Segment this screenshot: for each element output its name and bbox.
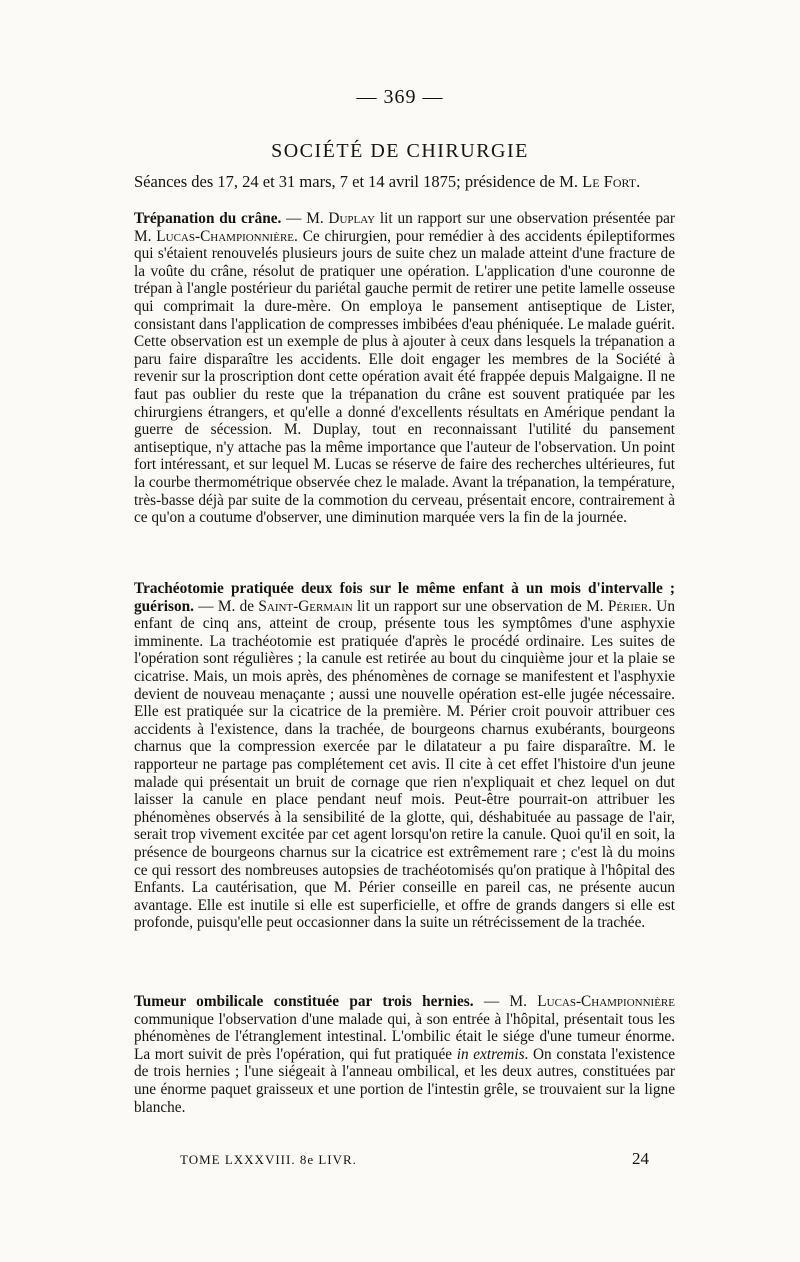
footer-volume: TOME LXXXVIII. 8e LIVR. bbox=[180, 1152, 357, 1167]
section-tumeur-ombilicale bbox=[134, 993, 675, 1116]
person-name: Lucas-Championnière bbox=[156, 227, 294, 245]
body-text: . Un enfant de cinq ans, atteint de croup, présente tous les symptômes d'une asphyxie imminente. La trachéotomie est pratiquée d'après le procédé ordinaire. Les suites de l'opération sont régulières ; la canule est retirée au bout du cinquième jour et la plaie se cicatrise. Mais, un mois après, des phénomènes de cornage se manifestent et l'asphyxie devient de nouveau menaçante ; aussi une nouvelle opération est-elle jugée nécessaire. Elle est pratiquée sur la cicatrice de la première. M. Périer croit pouvoir attribuer ces accidents à l'existence, dans la trachée, de bourgeons charnus exubérants, bourgeons charnus que la compression exercée par le dilatateur a pu faire disparaître. M. le rapporteur ne partage pas complétement cet avis. Il cite à cet effet l'histoire d'un jeune malade qui présentait un bruit de cornage que rien n'expliquait et chez lequel on dut laisser la canule en place pendant neuf mois. Peut-être pourrait-on attribuer les phénomènes observés à la sensibilité de la glotte, qui, déshabituée au passage de l'air, serait trop vivement excitée par cet agent lorsqu'on retire la canule. Quoi qu'il en soit, la présence de bourgeons charnus sur la cicatrice est extrêmement rare ; c'est là du moins ce qui ressort des nombreuses autopsies de trachéotomisés qu'on pratique à l'hôpital des Enfants. La cautérisation, que M. Périer conseille en pareil cas, ne présente aucun avantage. Elle est inutile si elle est superficielle, et offre de grands dangers si elle est profonde, puisqu'elle peut occasionner dans la suite un rétrécissement de la trachée. bbox=[134, 597, 675, 932]
society-title: SOCIÉTÉ DE CHIRURGIE bbox=[271, 140, 529, 162]
body-text: communique l'observation d'une malade qui, à son entrée à l'hôpital, présentait tous les phénomènes de l'étranglement intestinal. L'ombilic était le siége d'une tumeur énorme. La mort suivit de près l'opération, qui fut pratiquée bbox=[134, 1010, 675, 1063]
sessions-prefix: Séances des 17, 24 et 31 mars, 7 et 14 avril 1875; présidence de M. bbox=[134, 172, 583, 191]
footer-signature: 24 bbox=[632, 1149, 649, 1168]
section-heading: Trépanation du crâne. bbox=[134, 210, 282, 227]
sessions-line bbox=[134, 172, 734, 192]
body-text: — M. bbox=[281, 210, 329, 227]
body-text: . Ce chirurgien, pour remédier à des accidents épileptiformes qui s'étaient renouvelés plusieurs jours de suite chez un malade atteint d'une fracture de la voûte du crâne, résolut de pratiquer une opération. L'application d'une couronne de trépan à l'angle postérieur du pariétal gauche permit de retirer une petite lamelle osseuse qui comprimait la dure-mère. On employa le pansement antiseptique de Lister, consistant dans l'application de compresses imbibées d'eau phéniquée. Le malade guérit. Cette observation est un exemple de plus à ajouter à ceux dans lesquels la trépanation a paru faire disparaître les accidents. Elle doit engager les membres de la Société à revenir sur la proscription dont cette opération avait été frappée depuis Malgaigne. Il ne faut pas oublier du reste que la trépanation du crâne est souvent pratiquée par les chirurgiens étrangers, et qu'elle a donné d'excellents résultats en Amérique pendant la guerre de sécession. M. Duplay, tout en reconnaissant l'utilité du pansement antiseptique, n'y attache pas la même importance que l'auteur de l'observation. Un point fort intéressant, et sur lequel M. Lucas se réserve de faire des recherches ultérieures, fut la courbe thermométrique observée chez le malade. Avant la trépanation, la température, très-basse déjà par suite de la commotion du cerveau, présentait encore, contrairement à ce qu'on a coutume d'observer, une diminution marquée vers la fin de la journée. bbox=[134, 227, 675, 527]
person-name: Duplay bbox=[328, 210, 376, 227]
section-heading: Tumeur ombilicale constituée par trois hernies. bbox=[134, 993, 474, 1010]
page-number: — 369 — bbox=[356, 86, 444, 108]
person-name: Lucas-Championnière bbox=[537, 993, 675, 1010]
body-text: lit un rapport sur une observation de M. bbox=[352, 597, 608, 615]
body-text: — M. bbox=[473, 993, 538, 1010]
body-text: lit un rapport sur une observation présentée par M. bbox=[134, 210, 675, 245]
body-text: — M. de bbox=[193, 597, 259, 615]
section-heading: Trachéotomie pratiquée deux fois sur le même enfant à un mois d'intervalle ; guérison. bbox=[134, 580, 675, 615]
person-name: Saint-Germain bbox=[258, 597, 353, 615]
president-name: Le Fort bbox=[582, 172, 637, 191]
section-trepanation bbox=[134, 210, 675, 527]
person-name: Périer bbox=[607, 597, 649, 615]
body-text: . On constata l'existence de trois hernies ; l'une siégeait à l'anneau ombilical, et les deux autres, constituées par une énorme paquet graisseux et une portion de l'intestin grêle, se trouvaient sur la ligne blanche. bbox=[134, 1045, 675, 1116]
section-tracheotomie bbox=[134, 580, 675, 932]
sessions-suffix: . bbox=[636, 172, 641, 191]
italic-term: in extremis bbox=[456, 1045, 525, 1063]
